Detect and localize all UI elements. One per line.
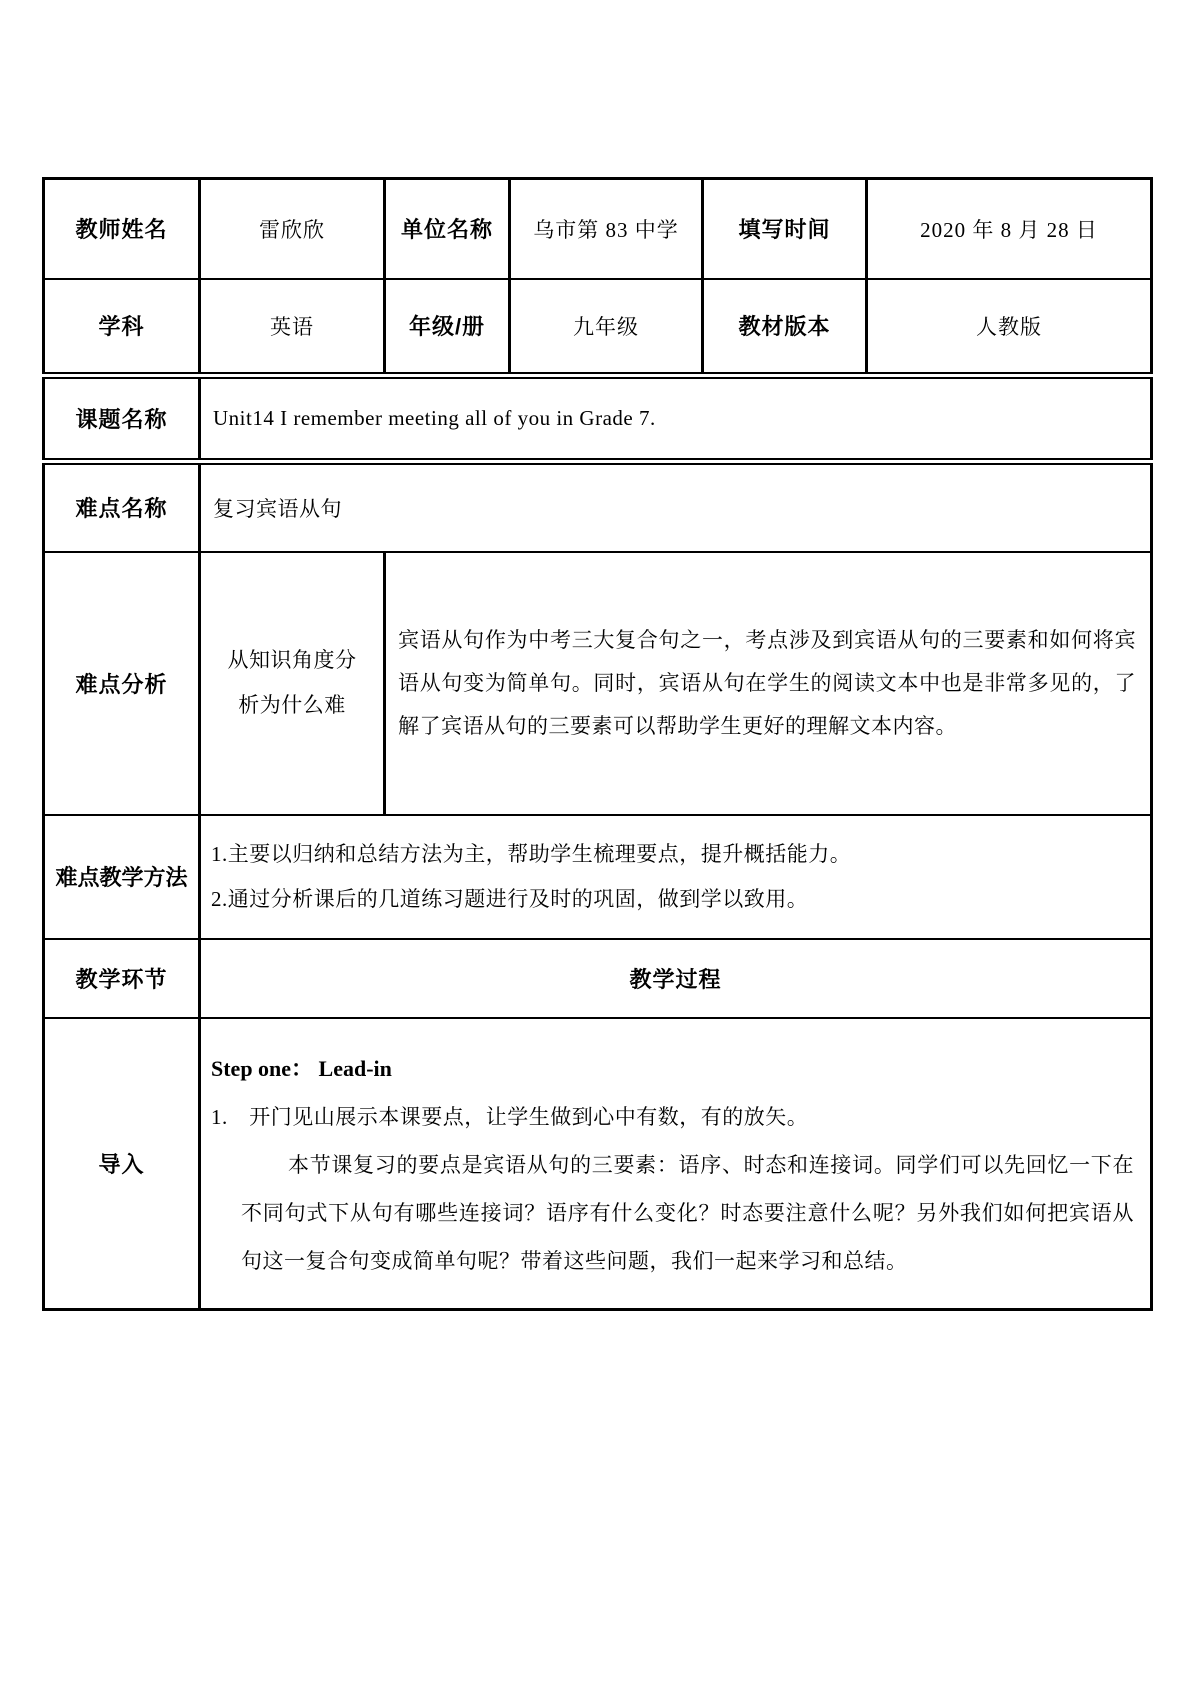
difficulty-name-value: 复习宾语从句 [200, 462, 1152, 552]
row-topic [44, 376, 1152, 462]
lead-in-paragraph: 本节课复习的要点是宾语从句的三要素：语序、时态和连接词。同学们可以先回忆一下在不同句式下从句有哪些连接词？语序有什么变化？时态要注意什么呢？另外我们如何把宾语从句这一复合句变成简单句呢？带着这些问题，我们一起来学习和总结。 [241, 1152, 1134, 1273]
row-difficulty-name [44, 462, 1152, 552]
lead-in-step-title: Step one： Lead-in [211, 1055, 392, 1081]
lead-in-label: 导入 [44, 1018, 200, 1310]
subject-label: 学科 [44, 279, 200, 376]
edition-label: 教材版本 [703, 279, 867, 376]
teaching-method-line1: 1.主要以归纳和总结方法为主，帮助学生梳理要点，提升概括能力。 [211, 841, 852, 866]
edition-value: 人教版 [867, 279, 1152, 376]
row-lead-in [44, 1018, 1152, 1310]
difficulty-analysis-label: 难点分析 [44, 552, 200, 815]
lesson-plan-sheet [42, 177, 1153, 1311]
teaching-method-label: 难点教学方法 [44, 815, 200, 939]
teaching-method-content [200, 815, 1152, 939]
unit-name-label: 单位名称 [385, 179, 510, 279]
topic-label: 课题名称 [44, 376, 200, 462]
lead-in-content [200, 1018, 1152, 1310]
difficulty-name-label: 难点名称 [44, 462, 200, 552]
teaching-method-line2: 2.通过分析课后的几道练习题进行及时的巩固，做到学以致用。 [211, 886, 809, 911]
fill-date-value: 2020 年 8 月 28 日 [867, 179, 1152, 279]
difficulty-analysis-sublabel: 从知识角度分析为什么难 [200, 552, 385, 815]
row-process-header [44, 939, 1152, 1018]
process-header-value: 教学过程 [200, 939, 1152, 1018]
fill-date-label: 填写时间 [703, 179, 867, 279]
subject-value: 英语 [200, 279, 385, 376]
lead-in-item1: 1. 开门见山展示本课要点，让学生做到心中有数，有的放矢。 [211, 1104, 809, 1129]
row-teaching-method [44, 815, 1152, 939]
topic-value: Unit14 I remember meeting all of you in Grade 7. [200, 376, 1152, 462]
difficulty-analysis-content: 宾语从句作为中考三大复合句之一，考点涉及到宾语从句的三要素和如何将宾语从句变为简单句。同时，宾语从句在学生的阅读文本中也是非常多见的，了解了宾语从句的三要素可以帮助学生更好的理解文本内容。 [385, 552, 1152, 815]
grade-value: 九年级 [510, 279, 703, 376]
row-subject-info [44, 279, 1152, 376]
unit-name-value: 乌市第 83 中学 [510, 179, 703, 279]
teacher-name-label: 教师姓名 [44, 179, 200, 279]
row-teacher-info [44, 179, 1152, 279]
grade-label: 年级/册 [385, 279, 510, 376]
teacher-name-value: 雷欣欣 [200, 179, 385, 279]
row-difficulty-analysis [44, 552, 1152, 815]
process-stage-label: 教学环节 [44, 939, 200, 1018]
lesson-plan-table [42, 177, 1153, 1311]
